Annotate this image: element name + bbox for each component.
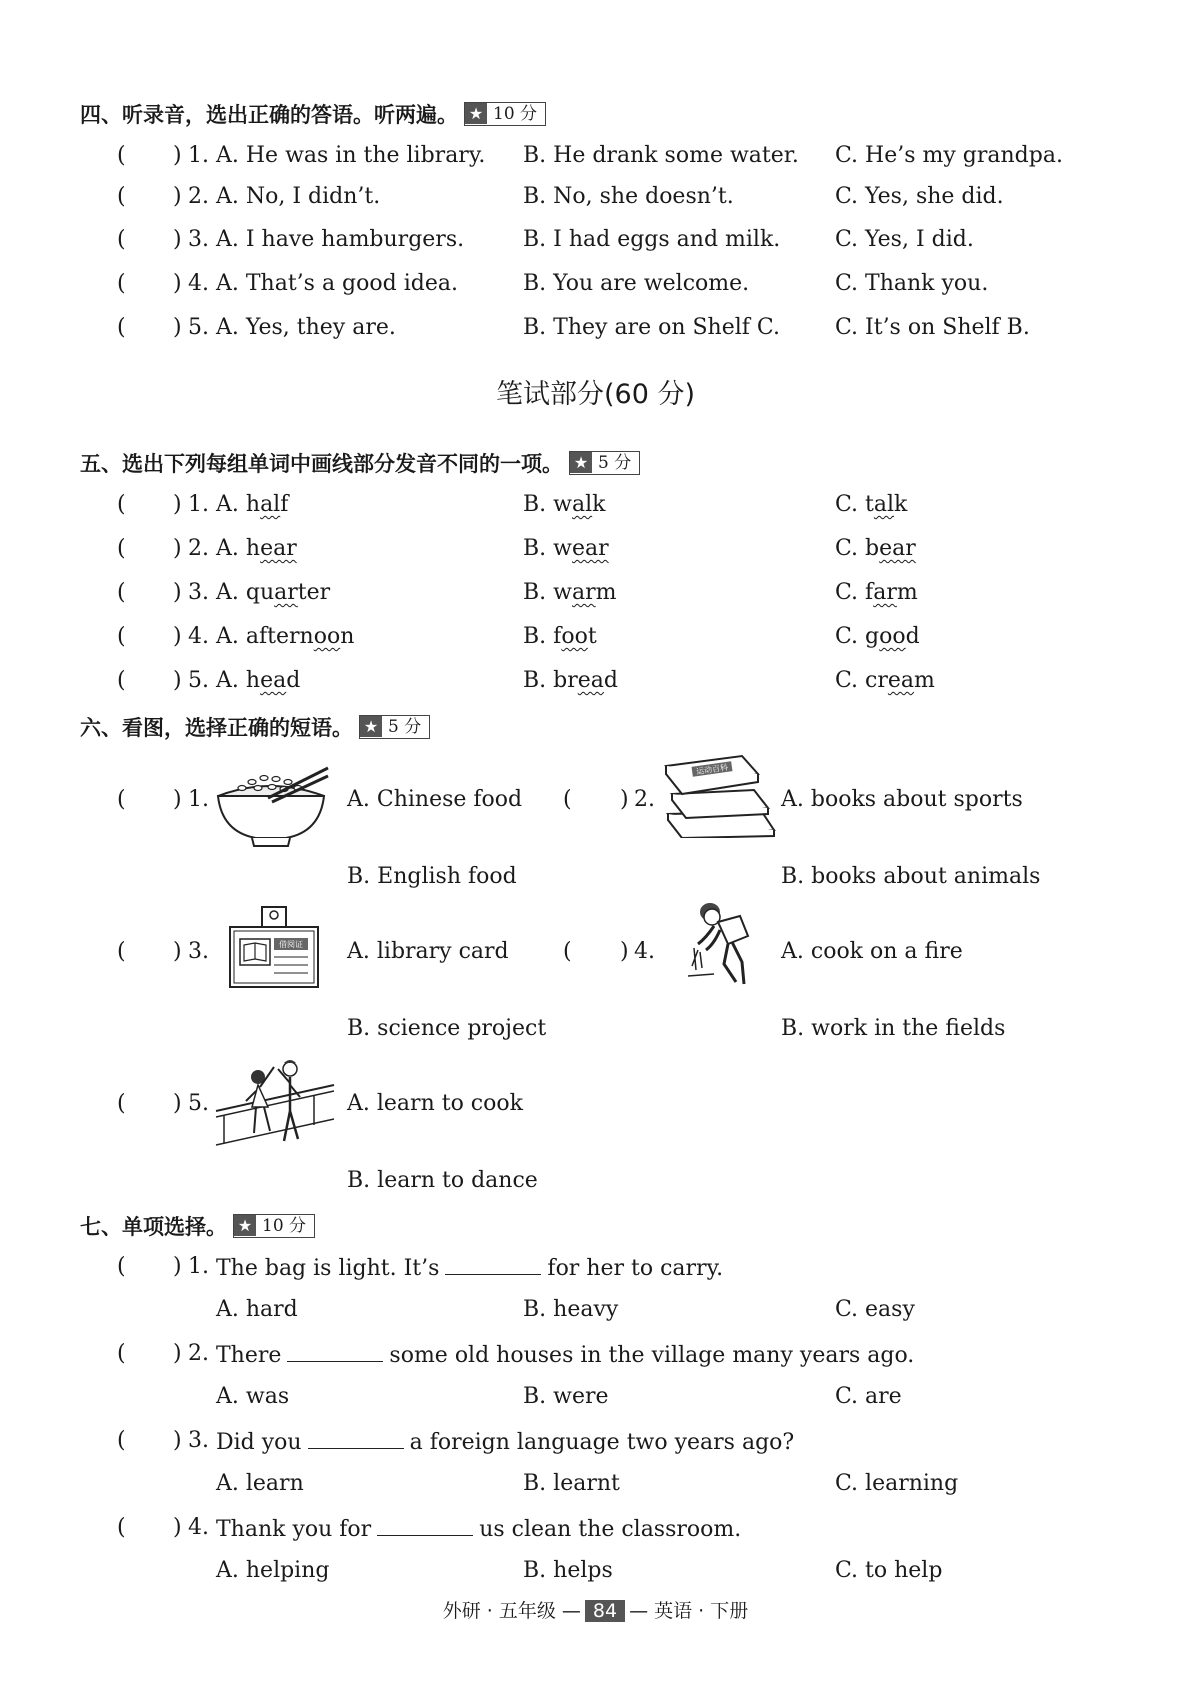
- phonics-question-1: ( ) 1. A. half B. walk C. talk: [117, 492, 908, 517]
- listening-question-5: ( ) 5. A. Yes, they are. B. They are on Shelf C. C. It’s on Shelf B.: [117, 315, 1030, 340]
- option-b: B. were: [523, 1384, 609, 1409]
- option-b: B. I had eggs and milk.: [523, 227, 781, 252]
- choice-question-4-options: [0, 1558, 1191, 1592]
- answer-blank: [377, 1515, 473, 1536]
- card-label-text: 借阅证: [279, 940, 303, 949]
- option-c: C. learning: [835, 1471, 959, 1496]
- picture-question-5: ( ) 5. A. learn to cook: [117, 1091, 523, 1116]
- option-a: A. head: [216, 668, 301, 693]
- option-c: C. Thank you.: [835, 271, 989, 296]
- section-4-title: [80, 99, 546, 129]
- option-b: B. warm: [523, 580, 617, 605]
- option-c: C. easy: [835, 1297, 915, 1322]
- points-badge: ★ 5 分: [359, 715, 430, 739]
- option-a: A. cook on a fire: [781, 939, 963, 964]
- option-c: C. Yes, I did.: [835, 227, 974, 252]
- option-a: A. library card: [347, 939, 509, 964]
- option-c: C. cream: [835, 668, 935, 693]
- option-c: C. talk: [835, 492, 908, 517]
- star-icon: ★: [570, 452, 592, 473]
- section-4-title-text: 四、听录音，选出正确的答语。听两遍。: [80, 103, 458, 127]
- option-b: B. books about animals: [781, 864, 1041, 889]
- question-text: Thank you for us clean the classroom.: [216, 1517, 742, 1542]
- picture-question-2-option-b: [0, 864, 1191, 898]
- option-b: B. wear: [523, 536, 609, 561]
- book-cover-text: 运动百科: [695, 762, 729, 777]
- question-text: Did you a foreign language two years ago?: [216, 1430, 795, 1455]
- picture-question-4-option-b: [0, 1016, 1191, 1050]
- section-5-title: 五、选出下列每组单词中画线部分发音不同的一项。 ★ 5 分: [80, 448, 640, 478]
- phonics-question-4: ( ) 4. A. afternoon B. foot C. good: [117, 624, 920, 649]
- choice-question-1: ( ) 1. The bag is light. It’s for her to carry.: [117, 1254, 724, 1281]
- picture-question-2: ( ) 2. A. books about sports: [563, 787, 1023, 812]
- option-a: A. No, I didn’t.: [216, 184, 381, 209]
- option-c: C. good: [835, 624, 920, 649]
- option-a: A. learn: [216, 1471, 304, 1496]
- option-a: A. half: [216, 492, 289, 517]
- option-a: A. books about sports: [781, 787, 1023, 812]
- question-text: There some old houses in the village many years ago.: [216, 1343, 915, 1368]
- listening-question-2: ( ) 2. A. No, I didn’t. B. No, she doesn’t. C. Yes, she did.: [117, 184, 1004, 209]
- option-b: B. learnt: [523, 1471, 620, 1496]
- option-b: B. helps: [523, 1558, 613, 1583]
- option-a: A. afternoon: [216, 624, 355, 649]
- picture-question-1: ( ) 1. A. Chinese food: [117, 787, 523, 812]
- choice-question-1-options: [0, 1297, 1191, 1331]
- option-b: B. heavy: [523, 1297, 619, 1322]
- choice-question-3: ( ) 3. Did you a foreign language two years ago?: [117, 1428, 795, 1455]
- option-a: A. helping: [216, 1558, 330, 1583]
- answer-blank: [308, 1428, 404, 1449]
- option-b: B. No, she doesn’t.: [523, 184, 734, 209]
- option-c: C. He’s my grandpa.: [835, 143, 1063, 168]
- option-c: C. bear: [835, 536, 916, 561]
- choice-question-2: ( ) 2. There some old houses in the village many years ago.: [117, 1341, 915, 1368]
- phonics-question-2: ( ) 2. A. hear B. wear C. bear: [117, 536, 916, 561]
- books-icon: [662, 752, 780, 838]
- option-b: B. learn to dance: [347, 1168, 538, 1193]
- option-b: B. walk: [523, 492, 606, 517]
- option-a: A. That’s a good idea.: [216, 271, 458, 296]
- option-b: B. They are on Shelf C.: [523, 315, 780, 340]
- listening-question-3: ( ) 3. A. I have hamburgers. B. I had eggs and milk. C. Yes, I did.: [117, 227, 974, 252]
- option-a: A. Chinese food: [347, 787, 523, 812]
- option-c: C. to help: [835, 1558, 943, 1583]
- dancers-icon: [212, 1055, 336, 1151]
- option-a: A. hear: [216, 536, 297, 561]
- listening-question-4: ( ) 4. A. That’s a good idea. B. You are welcome. C. Thank you.: [117, 271, 989, 296]
- option-a: A. He was in the library.: [216, 143, 486, 168]
- section-6-title: 六、看图，选择正确的短语。 ★ 5 分: [80, 712, 430, 742]
- page-footer: 外研 · 五年级 — 84 — 英语 · 下册: [442, 1600, 749, 1622]
- farmer-icon: [684, 900, 756, 992]
- picture-question-5-option-b: [0, 1168, 1191, 1202]
- option-b: B. science project: [347, 1016, 547, 1041]
- option-b: B. He drank some water.: [523, 143, 799, 168]
- choice-question-4: ( ) 4. Thank you for us clean the classroom.: [117, 1515, 742, 1542]
- star-icon: ★: [234, 1215, 256, 1236]
- option-a: A. hard: [216, 1297, 298, 1322]
- choice-question-2-options: [0, 1384, 1191, 1418]
- option-a: A. quarter: [216, 580, 331, 605]
- star-icon: ★: [465, 103, 487, 124]
- choice-question-3-options: [0, 1471, 1191, 1505]
- star-icon: ★: [360, 716, 382, 737]
- listening-question-1: ( ) 1. A. He was in the library. B. He drank some water. C. He’s my grandpa.: [117, 143, 1063, 168]
- option-b: B. foot: [523, 624, 597, 649]
- phonics-question-5: ( ) 5. A. head B. bread C. cream: [117, 668, 935, 693]
- phonics-question-3: ( ) 3. A. quarter B. warm C. farm: [117, 580, 918, 605]
- picture-question-4: ( ) 4. A. cook on a fire: [563, 939, 963, 964]
- written-part-title: 笔试部分(60 分): [495, 379, 695, 410]
- question-text: The bag is light. It’s for her to carry.: [216, 1256, 724, 1281]
- points-badge: ★ 10 分: [464, 102, 546, 126]
- page-number: 84: [585, 1600, 625, 1622]
- option-a: A. I have hamburgers.: [216, 227, 465, 252]
- option-b: B. English food: [347, 864, 517, 889]
- answer-blank: [287, 1341, 383, 1362]
- picture-question-3: ( ) 3. A. library card: [117, 939, 509, 964]
- option-b: B. bread: [523, 668, 619, 693]
- option-a: A. learn to cook: [347, 1091, 523, 1116]
- section-7-title: 七、单项选择。 ★ 10 分: [80, 1211, 315, 1241]
- answer-blank: [445, 1254, 541, 1275]
- option-b: B. You are welcome.: [523, 271, 750, 296]
- option-a: A. Yes, they are.: [216, 315, 396, 340]
- option-c: C. Yes, she did.: [835, 184, 1004, 209]
- option-c: C. are: [835, 1384, 902, 1409]
- option-c: C. farm: [835, 580, 918, 605]
- points-badge: ★ 5 分: [569, 451, 640, 475]
- option-a: A. was: [216, 1384, 290, 1409]
- option-b: B. work in the fields: [781, 1016, 1006, 1041]
- points-badge: ★ 10 分: [233, 1214, 315, 1238]
- option-c: C. It’s on Shelf B.: [835, 315, 1030, 340]
